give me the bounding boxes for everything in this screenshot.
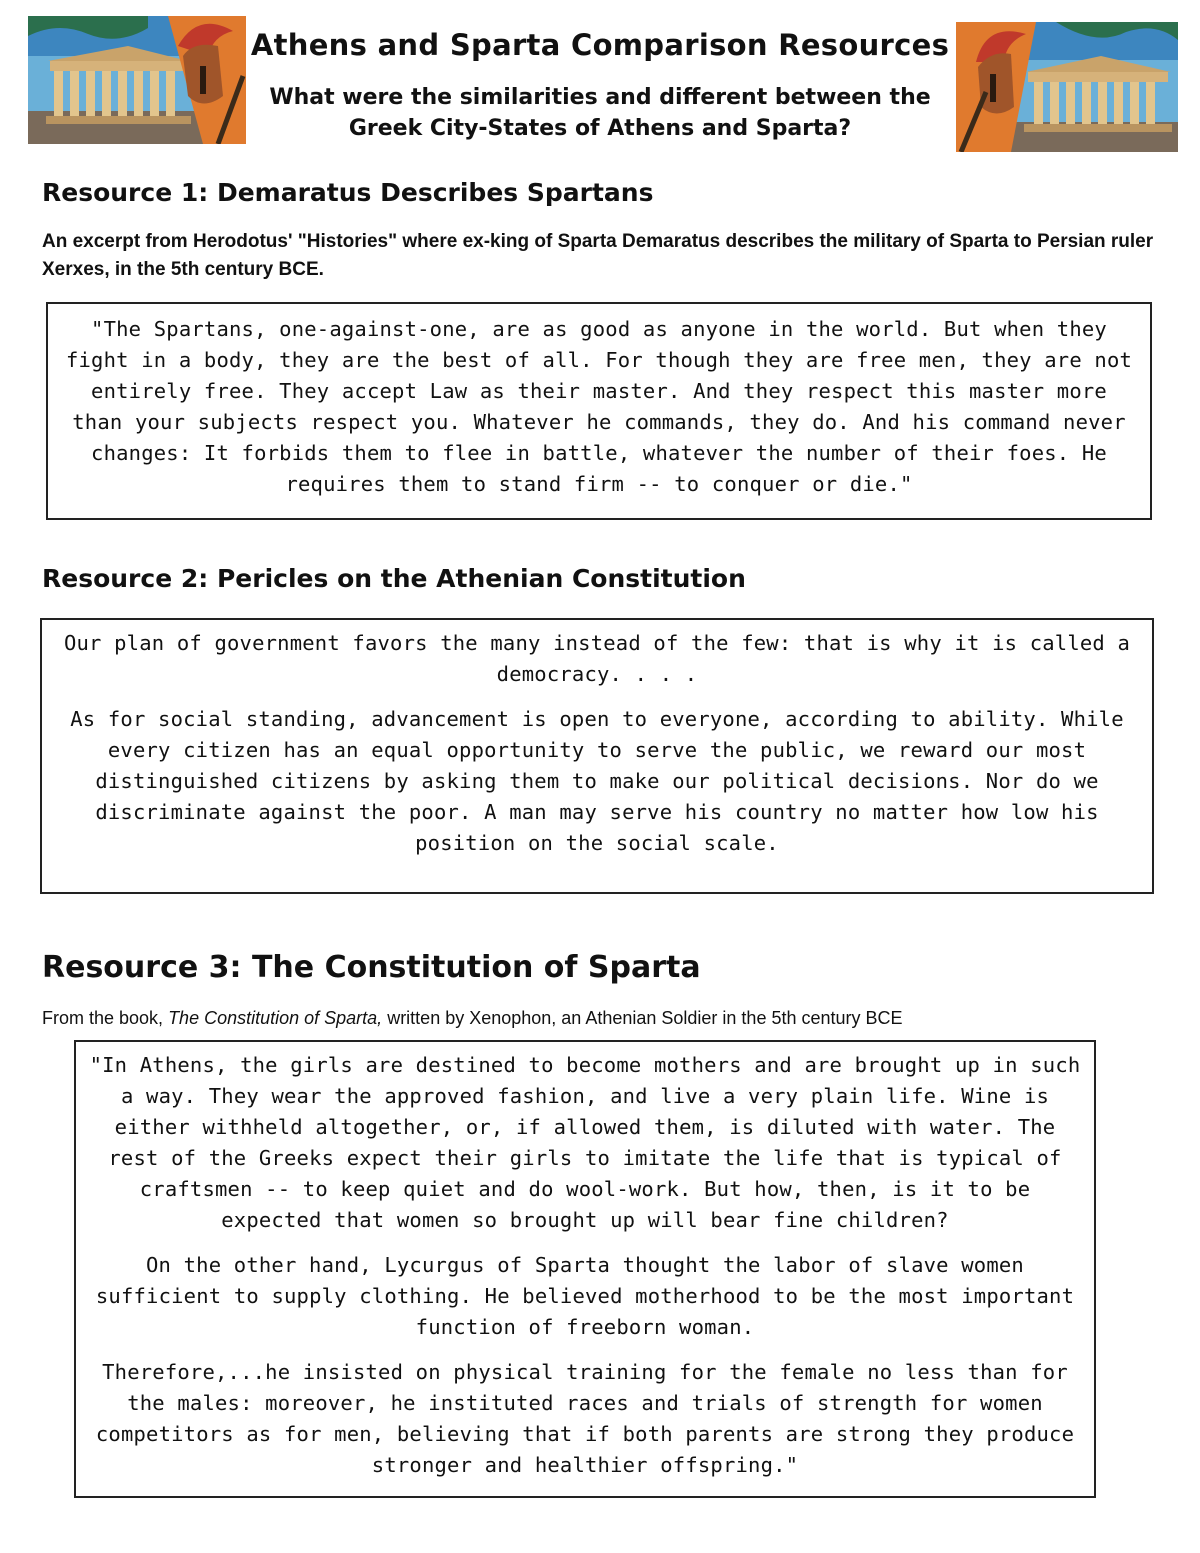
page-subtitle [250, 82, 950, 144]
resource-3-paragraph-2: On the other hand, Lycurgus of Sparta thought the labor of slave women sufficient to supply clothing. He believed motherhood to be the most important function of freeborn woman. [95, 1253, 1075, 1339]
resource-3-intro [42, 1004, 1162, 1032]
resource-3-paragraph-3: Therefore,...he insisted on physical training for the female no less than for the males: moreover, he instituted races and trials of strength for women competitors as for men, believing that if both parents are strong they produce stronger and healthier offspring." [95, 1360, 1075, 1477]
resource-3-intro-prefix: From the book, [42, 1008, 169, 1028]
resource-1-quote-box [46, 302, 1152, 520]
resource-3-quote-box [74, 1040, 1096, 1498]
parthenon-spartan-illustration-left [28, 16, 246, 144]
resource-3-paragraph-1: "In Athens, the girls are destined to become mothers and are brought up in such a way. They wear the approved fashion, and live a very plain life. Wine is either withheld altogether, or, if allowed them, is diluted with water. The rest of the Greeks expect their girls to imitate the life that is typical of craftsmen -- to keep quiet and do wool-work. But how, then, is it to be expected that women so brought up will bear fine children? [89, 1053, 1081, 1232]
page-title: Athens and Sparta Comparison Resources [250, 28, 950, 62]
resource-3-intro-suffix: written by Xenophon, an Athenian Soldier in the 5th century BCE [382, 1008, 903, 1028]
resource-3-heading: Resource 3: The Constitution of Sparta [42, 950, 701, 985]
resource-1-quote: "The Spartans, one-against-one, are as good as anyone in the world. But when they fight in a body, they are the best of all. For though they are free men, they are not entirely free. They accept Law as their master. And they respect this master more than your subjects respect you. Whatever he commands, they do. And his command never changes: It forbids them to flee in battle, whatever the number of their foes. He requires them to stand firm -- to conquer or die." [65, 317, 1133, 496]
resource-2-heading: Resource 2: Pericles on the Athenian Constitution [42, 564, 746, 593]
subtitle-line-2: Greek City-States of Athens and Sparta? [348, 116, 852, 141]
page-header [0, 0, 1200, 160]
parthenon-spartan-illustration-right [956, 22, 1178, 152]
subtitle-line-1: What were the similarities and different between the [269, 85, 931, 110]
resource-1-heading: Resource 1: Demaratus Describes Spartans [42, 178, 654, 207]
resource-2-paragraph-2: As for social standing, advancement is open to everyone, according to ability. While every citizen has an equal opportunity to serve the public, we reward our most distinguished citizens by asking them to make our political decisions. Nor do we discriminate against the poor. A man may serve his country no matter how low his position on the social scale. [70, 707, 1124, 855]
resource-2-paragraph-1: Our plan of government favors the many instead of the few: that is why it is called a democracy. . . . [63, 631, 1131, 686]
resource-3-book-title: The Constitution of Sparta, [168, 1008, 383, 1028]
resource-2-quote-box [40, 618, 1154, 894]
resource-1-intro: An excerpt from Herodotus' "Histories" where ex-king of Sparta Demaratus describes the military of Sparta to Persian ruler Xerxes, in the 5th century BCE. [42, 231, 1154, 280]
